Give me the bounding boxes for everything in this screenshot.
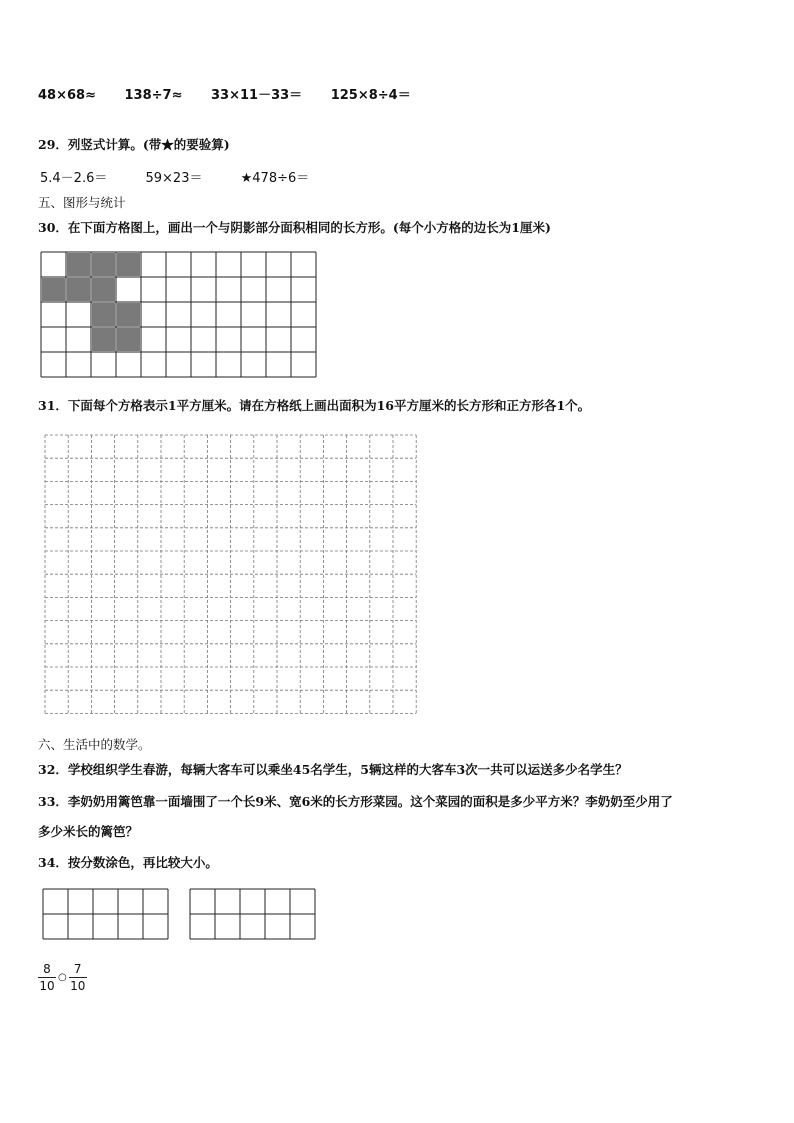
fraction-left (38, 962, 56, 993)
calc-row-estimate (38, 84, 435, 103)
fraction-grid-1 (42, 888, 170, 945)
section-6-heading: 六、生活中的数学。 (38, 737, 151, 752)
shaded-cell (92, 253, 115, 276)
shaded-cell (117, 303, 140, 326)
compare-circle[interactable]: ○ (58, 972, 67, 983)
question-34-text: 34．按分数涂色，再比较大小。 (38, 855, 218, 870)
fraction-comparison (38, 962, 87, 993)
denominator: 10 (39, 979, 55, 993)
question-32-text: 32．学校组织学生春游，每辆大客车可以乘坐45名学生，5辆这样的大客车3次一共可以运送多少名学生？ (38, 762, 628, 777)
calc-item: 48×68≈ (38, 88, 96, 103)
question-33-line2: 多少米长的篱笆？ (38, 824, 139, 839)
shaded-cell (67, 278, 90, 301)
calc-item: 138÷7≈ (124, 88, 183, 103)
calc-item: 125×8÷4＝ (330, 88, 411, 103)
shaded-cell (92, 328, 115, 351)
fraction-bar (38, 977, 56, 978)
question-31-text: 31．下面每个方格表示1平方厘米。请在方格纸上画出面积为16平方厘米的长方形和正方形各1个。 (38, 398, 591, 413)
numerator: 8 (43, 962, 51, 976)
shaded-cell (67, 253, 90, 276)
fraction-right (69, 962, 87, 993)
calc-item: ★478÷6＝ (240, 171, 310, 186)
shaded-cell (117, 328, 140, 351)
shaded-cell (92, 303, 115, 326)
denominator: 10 (70, 979, 86, 993)
fraction-bar (69, 977, 87, 978)
numerator: 7 (73, 962, 82, 976)
question-30-text: 30．在下面方格图上，画出一个与阴影部分面积相同的长方形。(每个小方格的边长为1厘米) (38, 220, 551, 235)
fraction-grid-2 (189, 888, 317, 945)
calc-item: 59×23＝ (145, 171, 203, 186)
question-29-title: 29．列竖式计算。(带★的要验算) (38, 137, 230, 152)
shaded-grid (40, 251, 317, 379)
question-33-line1: 33．李奶奶用篱笆靠一面墙围了一个长9米、宽6米的长方形菜园。这个菜园的面积是多少平方米？李奶奶至少用了 (38, 794, 673, 809)
shaded-cell (92, 278, 115, 301)
shaded-cell (42, 278, 65, 301)
dashed-grid-paper (44, 434, 418, 717)
calc-item: 5.4－2.6＝ (40, 171, 108, 186)
calc-item: 33×11－33＝ (211, 88, 303, 103)
shaded-cell (117, 253, 140, 276)
section-5-heading: 五、图形与统计 (38, 195, 126, 210)
question-29-items (40, 167, 343, 186)
